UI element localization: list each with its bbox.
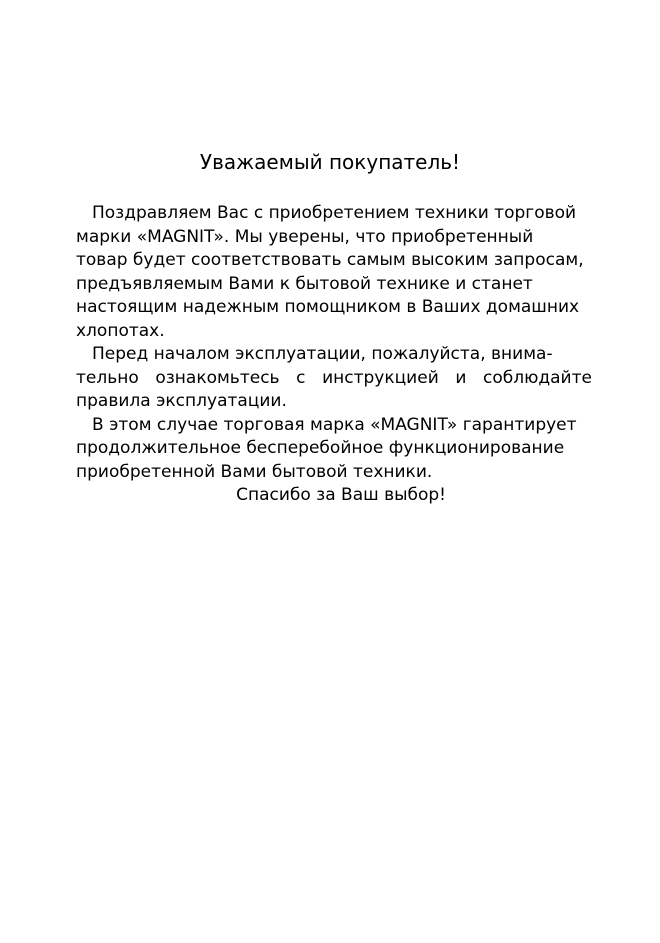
text-line: правила эксплуатации. (76, 391, 287, 411)
greeting-title: Уважаемый покупатель! (199, 150, 461, 174)
paragraph-instructions (76, 343, 592, 414)
text-line: настоящим надежным помощником в Ваших домашних (76, 297, 580, 317)
word: тельно (76, 367, 139, 388)
text-line: хлопотах. (76, 320, 165, 341)
paragraph-guarantee (76, 414, 592, 485)
text-line: предъявляемым Вами к бытовой технике и станет (76, 273, 533, 294)
closing-thanks: Спасибо за Ваш выбор! (236, 485, 446, 505)
paragraph-congratulations (76, 202, 592, 343)
text-line: товар будет соответствовать самым высоким запросам, (76, 250, 584, 270)
word: с (296, 367, 306, 388)
text-line: марки «MAGNIT». Мы уверены, что приобретенный (76, 226, 534, 247)
text-line: В этом случае торговая марка «MAGNIT» гарантирует (92, 414, 577, 435)
text-line: продолжительное бесперебойное функционирование (76, 438, 565, 458)
word: соблюдайте (482, 367, 592, 388)
word: ознакомьтесь (155, 367, 280, 388)
text-line: Перед началом эксплуатации, пожалуйста, внима- (92, 344, 553, 364)
text-line: Поздравляем Вас с приобретением техники торговой (92, 203, 577, 223)
text-line: приобретенной Вами бытовой техники. (76, 461, 433, 482)
body-text (76, 202, 592, 508)
text-line-justified (76, 367, 592, 391)
word: и (455, 367, 467, 388)
word: инструкцией (322, 367, 439, 388)
